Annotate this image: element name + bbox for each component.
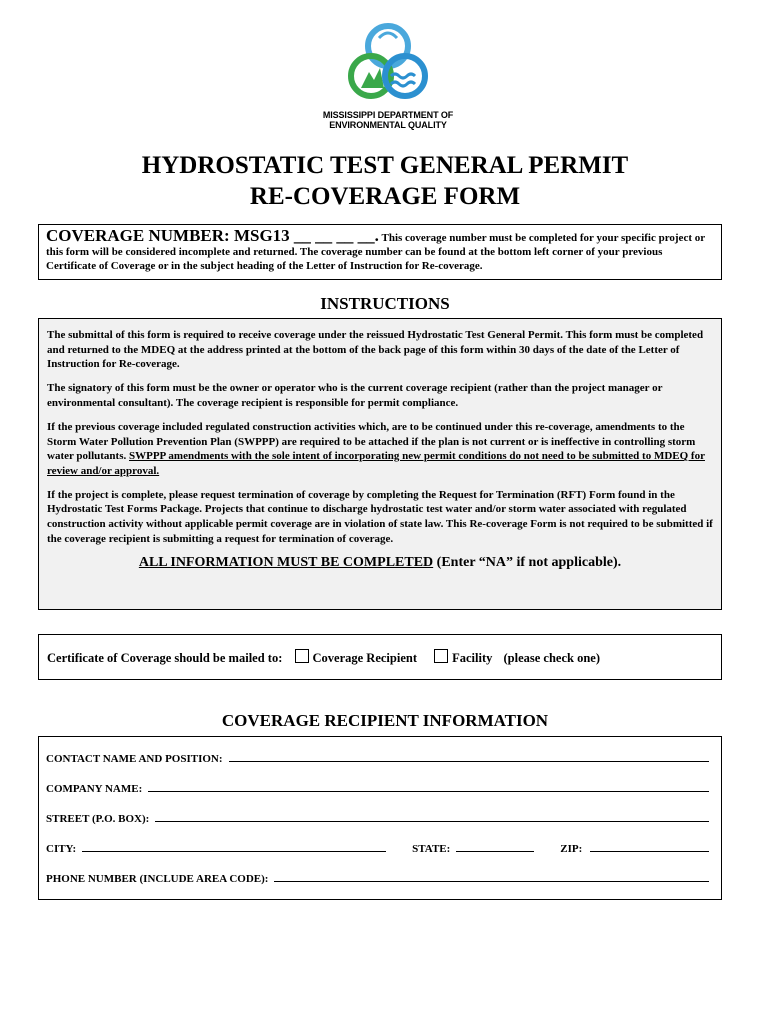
facility-checkbox[interactable] <box>434 649 448 663</box>
street-row <box>46 795 709 825</box>
instructions-paragraph-4: If the project is complete, please request termination of coverage by completing the Request for Termination (RFT) Form found in the Hydrostatic Test Forms Package. Projects that continue to discharge hydrostatic test water and/or storm water associated with regulated construction activity without applicable permit coverage are in violation of state law. This Re-coverage Form is not required to be submitted if the coverage recipient is submitting a request for termination of coverage. <box>47 488 713 545</box>
zip-field[interactable] <box>590 851 709 852</box>
street-label: STREET (P.O. BOX): <box>46 813 150 825</box>
title-line1: HYDROSTATIC TEST GENERAL PERMIT <box>141 152 629 179</box>
phone-field[interactable] <box>274 881 709 882</box>
company-field[interactable] <box>148 791 709 792</box>
coverage-recipient-checkbox[interactable] <box>295 649 309 663</box>
recipient-info-box <box>38 736 722 900</box>
coverage-number-note: This coverage number must be completed for your specific project or this form will be considered incomplete and returned. The coverage number can be found at the bottom left corner of your previous Certificate of Coverage or in the subject heading of the Letter of Instruction for Re-coverage. <box>46 232 705 272</box>
all-info-required: ALL INFORMATION MUST BE COMPLETED <box>138 554 434 570</box>
state-label: STATE: <box>412 843 451 855</box>
check-one-hint: (please check one) <box>503 651 601 665</box>
coverage-number-label[interactable]: COVERAGE NUMBER: MSG13 __ __ __ __. <box>46 226 379 245</box>
contact-row <box>46 737 709 765</box>
instructions-paragraph-1: The submittal of this form is required to receive coverage under the reissued Hydrostatic Test General Permit. This form must be completed and returned to the MDEQ at the address printed at the bottom of the back page of this form within 30 days of the date of the Letter of Instruction for Re-coverage. <box>47 329 704 371</box>
agency-name-line1: MISSISSIPPI DEPARTMENT OF <box>322 110 454 120</box>
city-state-zip-row <box>46 825 709 855</box>
contact-label: CONTACT NAME AND POSITION: <box>46 753 223 765</box>
phone-row <box>46 855 709 885</box>
recipient-heading: COVERAGE RECIPIENT INFORMATION <box>221 711 549 730</box>
phone-label: PHONE NUMBER (INCLUDE AREA CODE): <box>46 873 269 885</box>
company-row <box>46 765 709 795</box>
mailing-preference-box <box>38 634 722 680</box>
instructions-paragraph-2: The signatory of this form must be the owner or operator who is the current coverage recipient (rather than the project manager or environmental consultant). The coverage recipient is responsible for permit compliance. <box>47 382 663 409</box>
coverage-recipient-option: Coverage Recipient <box>312 651 417 665</box>
zip-label: ZIP: <box>560 843 583 855</box>
coverage-number-box <box>38 224 722 280</box>
city-label: CITY: <box>46 843 77 855</box>
state-field[interactable] <box>456 851 534 852</box>
city-field[interactable] <box>82 851 386 852</box>
swppp-note: SWPPP amendments with the sole intent of incorporating new permit conditions do not need to be submitted to MDEQ for review and/or approval. <box>47 450 705 477</box>
facility-option: Facility <box>452 651 493 665</box>
mdeq-emblem-icon <box>343 18 433 108</box>
street-field[interactable] <box>155 821 709 822</box>
contact-field[interactable] <box>229 761 709 762</box>
instructions-paragraph-3 <box>47 420 713 478</box>
all-info-suffix: (Enter “NA” if not applicable). <box>436 554 622 570</box>
agency-name-line2: ENVIRONMENTAL QUALITY <box>329 120 447 130</box>
mailing-label: Certificate of Coverage should be mailed to: <box>47 651 283 665</box>
instructions-paragraph-3-text: If the previous coverage included regulated construction activities which, are to be continued under this re-coverage, amendments to the Storm Water Pollution Prevention Plan (SWPPP) are required to be attached if the plan is not current or is ineffective in controlling storm water pollutants. <box>47 420 696 463</box>
company-label: COMPANY NAME: <box>46 783 143 795</box>
all-info-notice <box>47 556 713 571</box>
page-title <box>0 150 770 212</box>
title-line2: RE-COVERAGE FORM <box>249 183 521 210</box>
instructions-box <box>38 318 722 610</box>
instructions-heading: INSTRUCTIONS <box>320 294 450 313</box>
mdeq-logo <box>318 18 458 130</box>
